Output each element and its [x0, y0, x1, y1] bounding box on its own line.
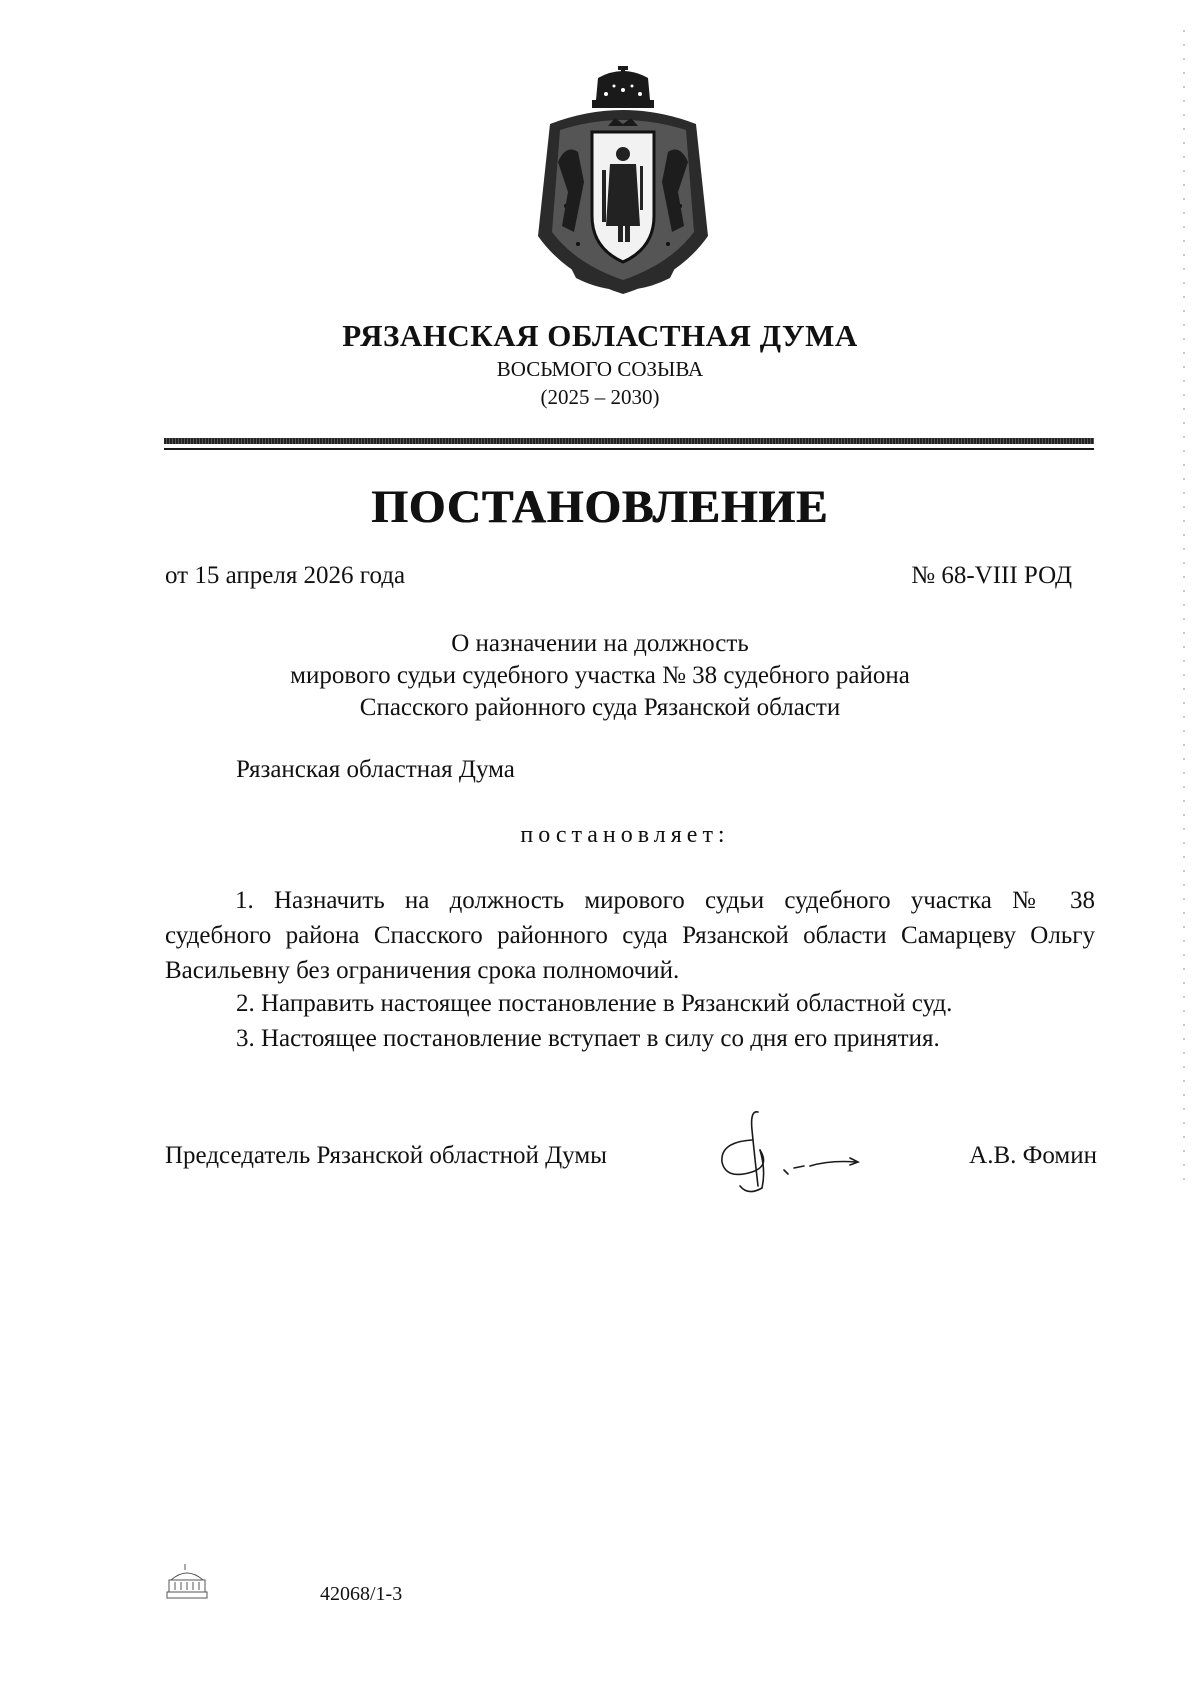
convocation-label: ВОСЬМОГО СОЗЫВА [496, 357, 704, 381]
printer-logo-icon [163, 1562, 211, 1604]
organization-name: РЯЗАНСКАЯ ОБЛАСТНАЯ ДУМА [342, 318, 858, 353]
document-subject [0, 628, 1200, 724]
document-code: 42068/1-3 [320, 1583, 403, 1605]
document-number: № 68-VIII РОД [911, 562, 1072, 589]
assembly-label: Рязанская областная Дума [236, 756, 515, 783]
scan-margin-artifact [1183, 30, 1185, 1190]
term-label: (2025 – 2030) [540, 385, 660, 409]
document-title: ПОСТАНОВЛЕНИЕ [371, 481, 829, 533]
resolves-label: постановляет: [520, 822, 730, 848]
handwritten-signature [700, 1100, 900, 1200]
coat-of-arms-icon [530, 66, 716, 298]
document-date: от 15 апреля 2026 года [165, 562, 406, 589]
paragraph-3: 3. Настоящее постановление вступает в силу со дня его принятия. [236, 1025, 940, 1052]
subject-line: мирового судьи судебного участка № 38 судебного района [290, 662, 910, 689]
paragraph-1-line-1: 1. Назначить на должность мирового судьи судебного участка № 38 [235, 887, 1095, 914]
paragraph-2: 2. Направить настоящее постановление в Рязанский областной суд. [236, 990, 953, 1017]
signatory-position: Председатель Рязанской областной Думы [165, 1142, 607, 1169]
header-rule-thick [164, 438, 1094, 444]
subject-line: Спасского районного суда Рязанской области [359, 694, 841, 721]
signatory-name: А.В. Фомин [969, 1142, 1097, 1169]
paragraph-1 [165, 883, 1095, 988]
subject-line: О назначении на должность [451, 630, 749, 657]
header-rule-thin [164, 448, 1094, 450]
paragraph-1-rest: судебного района Спасского районного суда Рязанской области Самарцеву Ольгу Васильевну без ограничения срока полномочий. [165, 922, 1095, 984]
